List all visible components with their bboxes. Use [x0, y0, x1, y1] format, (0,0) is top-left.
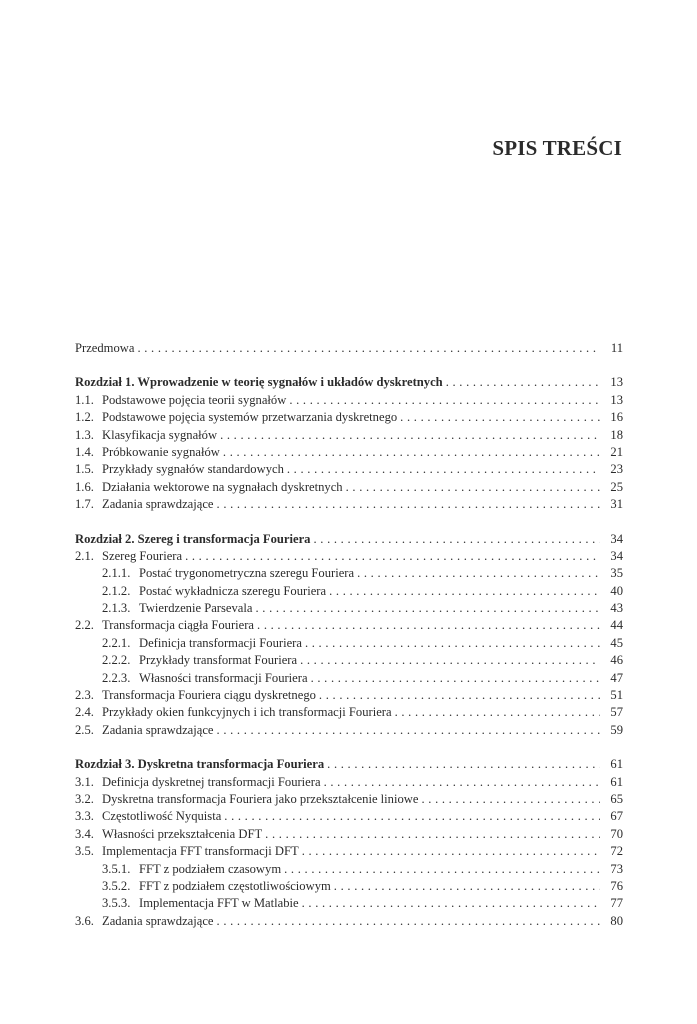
toc-entry-label: Przykłady okien funkcyjnych i ich transformacji Fouriera: [102, 705, 392, 720]
leader-dots: [400, 409, 600, 426]
toc-entry[interactable]: [75, 496, 623, 513]
toc-entry-label: Definicja dyskretnej transformacji Fouriera: [102, 774, 321, 789]
leader-dots: [346, 479, 600, 496]
toc-entry-label: Podstawowe pojęcia systemów przetwarzania dyskretnego: [102, 410, 398, 425]
toc-entry-label: Postać wykładnicza szeregu Fouriera: [139, 583, 327, 598]
toc-entry-label: Implementacja FFT w Matlabie: [139, 896, 299, 911]
toc-page-number: 73: [610, 861, 623, 876]
toc-page-number: 45: [610, 635, 623, 650]
section-number: 3.6.: [75, 913, 94, 928]
page-title: SPIS TREŚCI: [492, 136, 622, 160]
toc-chapter-2[interactable]: [75, 531, 623, 548]
section-number: 3.5.3.: [102, 896, 131, 911]
leader-dots: [137, 340, 600, 357]
toc-page-number: 80: [610, 913, 623, 928]
leader-dots: [257, 617, 600, 634]
section-number: 1.3.: [75, 427, 94, 442]
toc-page-number: 34: [610, 531, 623, 546]
toc-entry-label: Zadania sprawdzające: [102, 913, 214, 928]
toc-subentry[interactable]: [75, 861, 623, 878]
toc-page-number: 72: [610, 844, 623, 859]
toc-entry[interactable]: [75, 913, 623, 930]
toc-entry[interactable]: [75, 826, 623, 843]
section-number: 3.2.: [75, 791, 94, 806]
toc-page-number: 59: [610, 722, 623, 737]
leader-dots: [329, 583, 600, 600]
section-number: 1.2.: [75, 410, 94, 425]
leader-dots: [357, 565, 600, 582]
toc-entry[interactable]: [75, 479, 623, 496]
section-number: 2.1.2.: [102, 583, 131, 598]
leader-dots: [287, 461, 600, 478]
toc-entry-label: Przykłady sygnałów standardowych: [102, 462, 284, 477]
leader-dots: [284, 861, 600, 878]
leader-dots: [220, 427, 600, 444]
toc-page-number: 34: [610, 548, 623, 563]
section-number: 2.4.: [75, 705, 94, 720]
toc-page-number: 43: [610, 601, 623, 616]
leader-dots: [305, 635, 600, 652]
toc-page-number: 23: [610, 462, 623, 477]
toc-entry-label: FFT z podziałem częstotliwościowym: [139, 878, 331, 893]
toc-page-number: 16: [610, 410, 623, 425]
toc-page-number: 61: [610, 774, 623, 789]
table-of-contents: [75, 340, 623, 930]
toc-entry-preface[interactable]: [75, 340, 623, 357]
toc-entry-label: Własności transformacji Fouriera: [139, 670, 308, 685]
section-number: 3.1.: [75, 774, 94, 789]
toc-page-number: 18: [610, 427, 623, 442]
leader-dots: [302, 843, 600, 860]
toc-entry-label: Szereg Fouriera: [102, 548, 183, 563]
toc-entry-label: Próbkowanie sygnałów: [102, 444, 220, 459]
section-number: 1.1.: [75, 392, 94, 407]
toc-entry[interactable]: [75, 808, 623, 825]
toc-entry-label: Postać trygonometryczna szeregu Fouriera: [139, 566, 355, 581]
leader-dots: [395, 704, 600, 721]
toc-entry[interactable]: [75, 392, 623, 409]
section-number: 3.3.: [75, 809, 94, 824]
section-number: 1.6.: [75, 479, 94, 494]
toc-entry[interactable]: [75, 461, 623, 478]
toc-page-number: 25: [610, 479, 623, 494]
toc-subentry[interactable]: [75, 565, 623, 582]
leader-dots: [224, 808, 600, 825]
section-number: 2.1.1.: [102, 566, 131, 581]
leader-dots: [217, 722, 600, 739]
toc-entry-label: Dyskretna transformacja Fouriera jako przekształcenie liniowe: [102, 791, 419, 806]
section-number: 3.4.: [75, 826, 94, 841]
toc-subentry[interactable]: [75, 600, 623, 617]
toc-entry[interactable]: [75, 687, 623, 704]
leader-dots: [185, 548, 600, 565]
leader-dots: [327, 756, 600, 773]
toc-page-number: 57: [610, 705, 623, 720]
toc-entry-label: Implementacja FFT transformacji DFT: [102, 844, 299, 859]
toc-entry-label: Transformacja ciągła Fouriera: [102, 618, 255, 633]
toc-page-number: 40: [610, 583, 623, 598]
toc-subentry[interactable]: [75, 878, 623, 895]
toc-page-number: 61: [610, 757, 623, 772]
leader-dots: [446, 374, 600, 391]
leader-dots: [302, 895, 600, 912]
leader-dots: [217, 913, 600, 930]
toc-subentry[interactable]: [75, 583, 623, 600]
toc-page-number: 11: [610, 341, 623, 355]
leader-dots: [289, 392, 600, 409]
leader-dots: [421, 791, 600, 808]
toc-entry[interactable]: [75, 774, 623, 791]
toc-entry[interactable]: [75, 617, 623, 634]
section-number: 3.5.: [75, 844, 94, 859]
leader-dots: [255, 600, 600, 617]
section-number: 2.2.3.: [102, 670, 131, 685]
toc-entry[interactable]: [75, 791, 623, 808]
leader-dots: [319, 687, 600, 704]
toc-entry-label: Przedmowa: [75, 341, 135, 355]
toc-entry-label: Częstotliwość Nyquista: [102, 809, 222, 824]
section-number: 2.3.: [75, 688, 94, 703]
toc-entry[interactable]: [75, 722, 623, 739]
toc-entry[interactable]: [75, 548, 623, 565]
section-number: 3.5.1.: [102, 861, 131, 876]
toc-entry-label: Własności przekształcenia DFT: [102, 826, 263, 841]
leader-dots: [217, 496, 600, 513]
toc-entry[interactable]: [75, 427, 623, 444]
toc-page-number: 44: [610, 618, 623, 633]
section-number: 1.5.: [75, 462, 94, 477]
toc-page-number: 35: [610, 566, 623, 581]
toc-page-number: 51: [610, 688, 623, 703]
toc-page-number: 70: [610, 826, 623, 841]
section-number: 2.2.: [75, 618, 94, 633]
toc-entry[interactable]: [75, 409, 623, 426]
toc-entry-label: Podstawowe pojęcia teorii sygnałów: [102, 392, 287, 407]
toc-page-number: 76: [610, 878, 623, 893]
toc-entry[interactable]: [75, 843, 623, 860]
section-number: 2.2.2.: [102, 653, 131, 668]
section-number: 2.1.: [75, 548, 94, 563]
toc-page-number: 77: [610, 896, 623, 911]
toc-entry-label: Twierdzenie Parsevala: [139, 601, 253, 616]
chapter-title: Rozdział 1. Wprowadzenie w teorię sygnałów i układów dyskretnych: [75, 375, 443, 390]
toc-chapter-3[interactable]: [75, 756, 623, 773]
toc-entry-label: Transformacja Fouriera ciągu dyskretnego: [102, 688, 316, 703]
toc-page-number: 46: [610, 653, 623, 668]
toc-entry-label: Klasyfikacja sygnałów: [102, 427, 218, 442]
toc-chapter-1[interactable]: [75, 374, 623, 391]
toc-entry-label: Zadania sprawdzające: [102, 497, 214, 512]
leader-dots: [300, 652, 600, 669]
section-number: 2.5.: [75, 722, 94, 737]
toc-page-number: 21: [610, 444, 623, 459]
toc-page-number: 47: [610, 670, 623, 685]
toc-entry[interactable]: [75, 704, 623, 721]
leader-dots: [313, 531, 600, 548]
leader-dots: [223, 444, 600, 461]
section-number: 2.2.1.: [102, 635, 131, 650]
toc-page-number: 67: [610, 809, 623, 824]
toc-page-number: 13: [610, 392, 623, 407]
toc-subentry[interactable]: [75, 635, 623, 652]
toc-page-number: 31: [610, 497, 623, 512]
toc-subentry[interactable]: [75, 895, 623, 912]
section-number: 3.5.2.: [102, 878, 131, 893]
toc-entry-label: Definicja transformacji Fouriera: [139, 635, 302, 650]
toc-subentry[interactable]: [75, 652, 623, 669]
toc-entry-label: Działania wektorowe na sygnałach dyskretnych: [102, 479, 343, 494]
leader-dots: [311, 670, 600, 687]
section-number: 2.1.3.: [102, 601, 131, 616]
section-number: 1.7.: [75, 497, 94, 512]
leader-dots: [334, 878, 600, 895]
leader-dots: [265, 826, 600, 843]
toc-page-number: 13: [610, 375, 623, 390]
toc-entry-label: Przykłady transformat Fouriera: [139, 653, 298, 668]
toc-entry[interactable]: [75, 444, 623, 461]
toc-subentry[interactable]: [75, 670, 623, 687]
toc-entry-label: Zadania sprawdzające: [102, 722, 214, 737]
toc-page-number: 65: [610, 791, 623, 806]
toc-entry-label: FFT z podziałem czasowym: [139, 861, 282, 876]
section-number: 1.4.: [75, 444, 94, 459]
chapter-title: Rozdział 3. Dyskretna transformacja Fouriera: [75, 757, 325, 772]
chapter-title: Rozdział 2. Szereg i transformacja Fouriera: [75, 531, 311, 546]
leader-dots: [324, 774, 600, 791]
